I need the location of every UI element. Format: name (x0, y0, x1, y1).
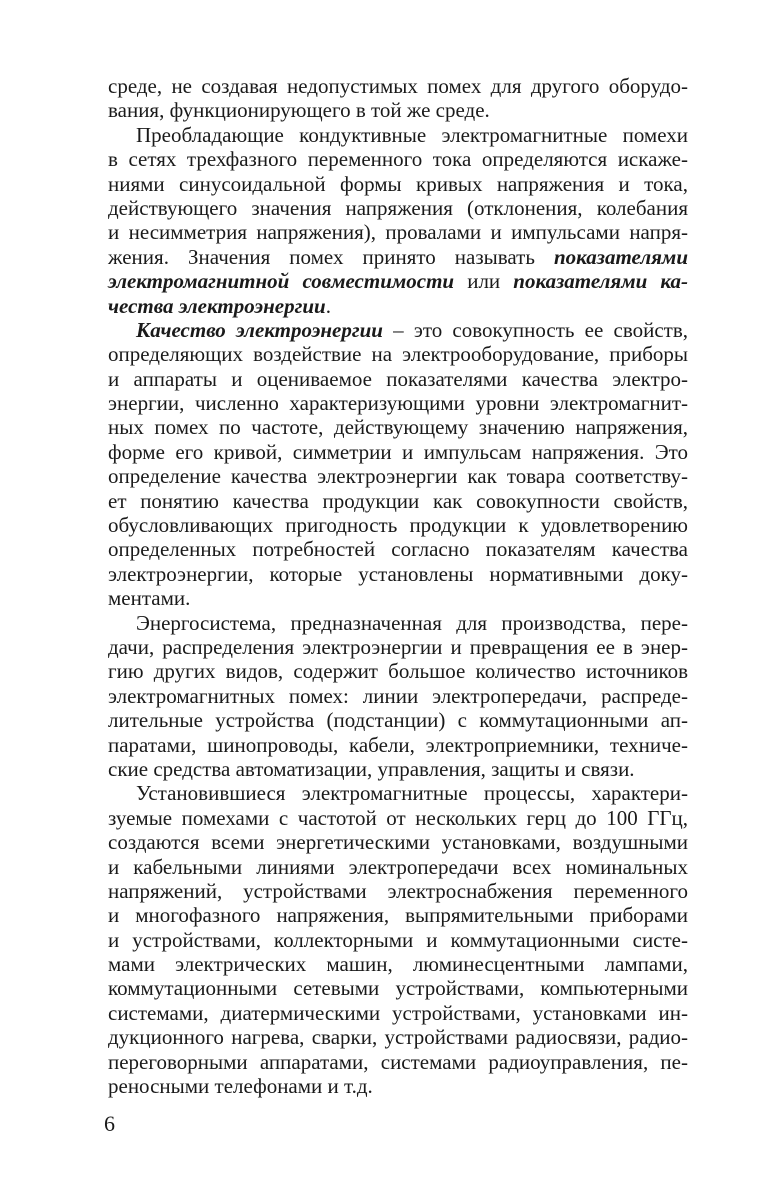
text-line (108, 586, 688, 610)
text-segment: среде, не создавая недопустимых помех для другого оборудо- (108, 74, 688, 98)
text-segment: ниями синусоидальной формы кривых напряжения и тока, (108, 171, 688, 196)
text-segment: ские средства автоматизации, управления, защиты и связи. (108, 756, 635, 781)
text-line (108, 635, 688, 659)
text-line (108, 220, 688, 244)
text-segment: определение качества электроэнергии как товара соответству- (108, 464, 688, 489)
text-line (108, 611, 688, 635)
text-segment: определяющих воздействие на электрооборудование, приборы (108, 342, 688, 367)
text-line (108, 342, 688, 366)
text-segment: энергии, численно характеризующими уровни электромагнит- (108, 391, 688, 416)
text-line (108, 806, 688, 830)
text-segment: Установившиеся электромагнитные процессы, характери- (136, 781, 688, 806)
text-line (108, 123, 688, 147)
text-line (108, 74, 688, 98)
text-segment: дачи, распределения электроэнергии и превращения ее в энер- (108, 634, 688, 659)
text-segment: действующего значения напряжения (отклонения, колебания (108, 195, 688, 220)
text-segment: форме его кривой, симметрии и импульсам напряжения. Это (108, 439, 688, 464)
text-segment: обусловливающих пригодность продукции к удовлетворению (108, 513, 688, 538)
text-line (108, 1050, 688, 1074)
text-segment: ет понятию качества продукции как совокупности свойств, (108, 488, 688, 513)
text-segment: паратами, шинопроводы, кабели, электроприемники, техниче- (108, 732, 688, 757)
text-segment: электроэнергии, которые установлены нормативными доку- (108, 561, 688, 586)
text-line (108, 1025, 688, 1049)
text-line (108, 513, 688, 537)
paragraph (108, 781, 688, 1098)
paragraph (108, 318, 688, 611)
page-number: 6 (104, 1111, 115, 1136)
emphasized-term: чества электроэнергии (108, 293, 326, 318)
text-segment: вания, функционирующего в той же среде. (108, 98, 490, 123)
text-line (108, 147, 688, 171)
text-segment: лительные устройства (подстанции) с коммутационными ап- (108, 708, 688, 733)
text-segment: Энергосистема, предназначенная для производства, пере- (136, 610, 688, 635)
paragraph (108, 123, 688, 318)
emphasized-term: электромагнитной совместимости (108, 269, 455, 294)
paragraph (108, 74, 688, 123)
text-line (108, 781, 688, 805)
text-segment: ментами. (108, 586, 191, 611)
text-line (108, 879, 688, 903)
text-segment: и устройствами, коллекторными и коммутационными систе- (108, 927, 688, 952)
text-line (108, 98, 688, 122)
text-line (108, 757, 688, 781)
text-segment: системами, диатермическими устройствами, установками ин- (108, 1000, 688, 1025)
text-segment: электромагнитных помех: линии электропередачи, распреде- (108, 683, 688, 708)
text-line (108, 928, 688, 952)
text-line (108, 903, 688, 927)
text-segment: – это совокупность ее свойств, (383, 317, 688, 342)
text-segment: и многофазного напряжения, выпрямительными приборами (108, 903, 688, 928)
text-line (108, 269, 688, 293)
text-line (108, 440, 688, 464)
text-line (108, 952, 688, 976)
text-segment: реносными телефонами и т.д. (108, 1074, 373, 1099)
text-line (108, 415, 688, 439)
text-line (108, 489, 688, 513)
text-line (108, 172, 688, 196)
text-segment: коммутационными сетевыми устройствами, компьютерными (108, 976, 688, 1001)
text-segment: переговорными аппаратами, системами радиоуправления, пе- (108, 1049, 688, 1074)
text-line (108, 684, 688, 708)
text-line (108, 855, 688, 879)
text-segment: напряжений, устройствами электроснабжения переменного (108, 878, 688, 903)
text-line (108, 318, 688, 342)
text-line (108, 708, 688, 732)
text-segment: . (325, 293, 331, 318)
text-segment: жения. Значения помех принято называть (108, 244, 554, 269)
emphasized-term: Качество электроэнергии (136, 317, 383, 342)
paragraph (108, 611, 688, 782)
emphasized-term: показателями (553, 244, 688, 269)
text-line (108, 1074, 688, 1098)
text-segment: или (454, 269, 514, 294)
text-segment: гию других видов, содержит большое количество источников (108, 659, 688, 684)
text-line (108, 294, 688, 318)
text-segment: дукционного нагрева, сварки, устройствами радиосвязи, радио- (108, 1025, 688, 1050)
text-segment: и кабельными линиями электропередачи всех номинальных (108, 854, 688, 879)
text-segment: Преобладающие кондуктивные электромагнитные помехи (136, 122, 688, 147)
text-segment: и несимметрия напряжения), провалами и импульсами напря- (108, 220, 688, 245)
text-segment: определенных потребностей согласно показателям качества (108, 537, 688, 562)
text-line (108, 562, 688, 586)
text-segment: и аппараты и оцениваемое показателями качества электро- (108, 366, 688, 391)
text-line (108, 733, 688, 757)
body-text (108, 74, 688, 1098)
text-line (108, 367, 688, 391)
emphasized-term: показателями ка- (513, 269, 688, 294)
text-line (108, 659, 688, 683)
text-line (108, 196, 688, 220)
text-line (108, 1001, 688, 1025)
text-segment: создаются всеми энергетическими установками, воздушными (108, 830, 688, 855)
text-line (108, 391, 688, 415)
text-line (108, 245, 688, 269)
text-segment: ных помех по частоте, действующему значению напряжения, (108, 415, 688, 440)
text-line (108, 976, 688, 1000)
text-segment: мами электрических машин, люминесцентными лампами, (108, 952, 688, 977)
text-segment: зуемые помехами с частотой от нескольких герц до 100 ГГц, (108, 805, 688, 830)
text-segment: в сетях трехфазного переменного тока определяются искаже- (108, 147, 688, 172)
text-line (108, 830, 688, 854)
text-line (108, 464, 688, 488)
text-line (108, 537, 688, 561)
